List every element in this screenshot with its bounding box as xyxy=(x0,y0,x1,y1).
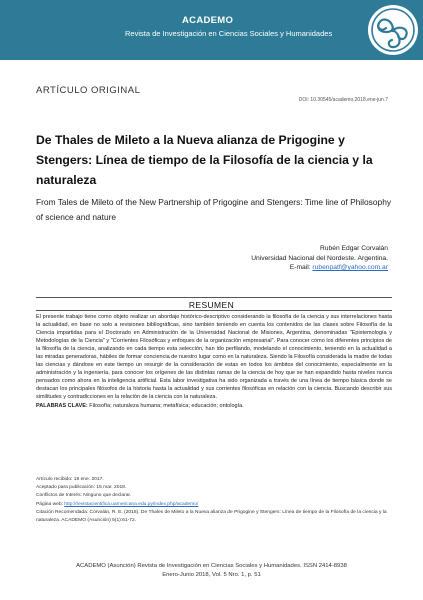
footer-issue-line: Enero-Junio 2018, Vol. 5 Nro. 1, p. 51 xyxy=(162,571,261,578)
page-footer xyxy=(0,562,423,579)
article-type: ARTÍCULO ORIGINAL xyxy=(36,85,141,96)
abstract-body: El presente trabajo tiene como objeto realizar un abordaje histórico-descriptivo considerando la filosofía de la ciencia y sus interrelaciones hasta la actualidad, en base no solo a revisiones bibliográficas, sino también teniendo en cuenta los contenidos de las clases sobre Filosofía de la Ciencia impartidas para el Doctorado en Administración de la Universidad Nacional de Misiones, Argentina, denominadas "Epistemología y Metodologías de la Ciencia" y "Corrientes Filosóficas y enfoques de la organización empresarial". Para conocer cómo los diferentes principios de la filosofía de la ciencia, analizando en cada tiempo esta selección, han ido perfilando, modelando el conocimiento, teniendo en la actualidad a las miradas generadoras, hábiles de formar conciencia de nuestro lugar como en la naturaleza. Siendo la Filosofía considerada la madre de todas las ciencias y dándose en este tiempo un resurgir de la consideración de estas en todos los ámbitos del conocimiento, especialmente en la administración y la ingeniería, para conocer los orígenes de las distintas ramas de la ciencia de hoy que se han expandido hasta niveles nunca pensados como ahora en la inteligencia artificial. Esta labor investigativa ha sido organizada a través de una línea de tiempo básica donde se destacan los principales filósofos de la historia hasta la actualidad y sus corrientes filosóficas en relación con la ciencia. Buscando describir sus similitudes y contradicciones en la relación de la ciencia con la naturaleza. xyxy=(36,314,392,401)
email-label: E-mail: xyxy=(289,264,311,271)
received-date: Artículo recibido: 18 ene. 2017. xyxy=(36,477,104,482)
triskelion-logo-icon xyxy=(365,2,421,58)
doi: DOI: 10.30545/academo.2018.ene-jun.7 xyxy=(298,97,388,103)
web-link[interactable]: http://revistacientifica.uamericana.edu.py/index.php/academo/ xyxy=(64,501,199,507)
article-metadata xyxy=(36,476,396,525)
abstract-text xyxy=(36,313,392,410)
conflicts-statement: Conflictos de Interés: Ninguno que declarar. xyxy=(36,493,132,499)
keywords-label: PALABRAS CLAVE: xyxy=(36,402,88,409)
web-label: Página web: xyxy=(36,501,63,507)
title-spanish: De Thales de Mileto a la Nueva alianza de Prigogine y Stengers: Línea de tiempo de la Filosofía de la ciencia y la naturaleza xyxy=(36,133,373,187)
web-row xyxy=(36,501,396,509)
journal-name: ACADEMO xyxy=(182,15,234,26)
author-affiliation: Universidad Nacional del Nordeste. Argentina. xyxy=(251,254,388,262)
title-english: From Tales de Mileto of the New Partnership of Prigogine and Stengers: Time line of Philosophy of science and nature xyxy=(36,197,392,222)
accepted-date: Aceptado para publicación: 15 mar. 2018. xyxy=(36,485,127,491)
abstract-heading: RESUMEN xyxy=(188,300,235,310)
divider xyxy=(36,310,392,311)
divider xyxy=(36,297,392,298)
recommended-citation: Citación Recomendada: Corvalán, R. E. (2018). De Thales de Mileto a la Nueva alianza de Prigogine y Stengers: Línea de tiempo de la Filosofía de la ciencia y la naturaleza. ACADEMO (Asunción) 5(1):61-72. xyxy=(36,509,387,524)
journal-subtitle: Revista de Investigación en Ciencias Sociales y Humanidades xyxy=(125,29,333,38)
footer-journal-line: ACADEMO (Asunción) Revista de Investigación en Ciencias Sociales y Humanidades. ISSN 2414-8938 xyxy=(76,563,347,569)
author-block xyxy=(251,244,388,273)
journal-header xyxy=(0,0,423,60)
keywords: Filosofía; naturaleza humana; metafísica; educación; ontología. xyxy=(89,402,244,409)
author-email-link[interactable]: rubenpatf@yahoo.com.ar xyxy=(312,264,388,271)
author-email-row xyxy=(251,263,388,273)
author-name: Rubén Edgar Corvalán xyxy=(319,245,388,252)
